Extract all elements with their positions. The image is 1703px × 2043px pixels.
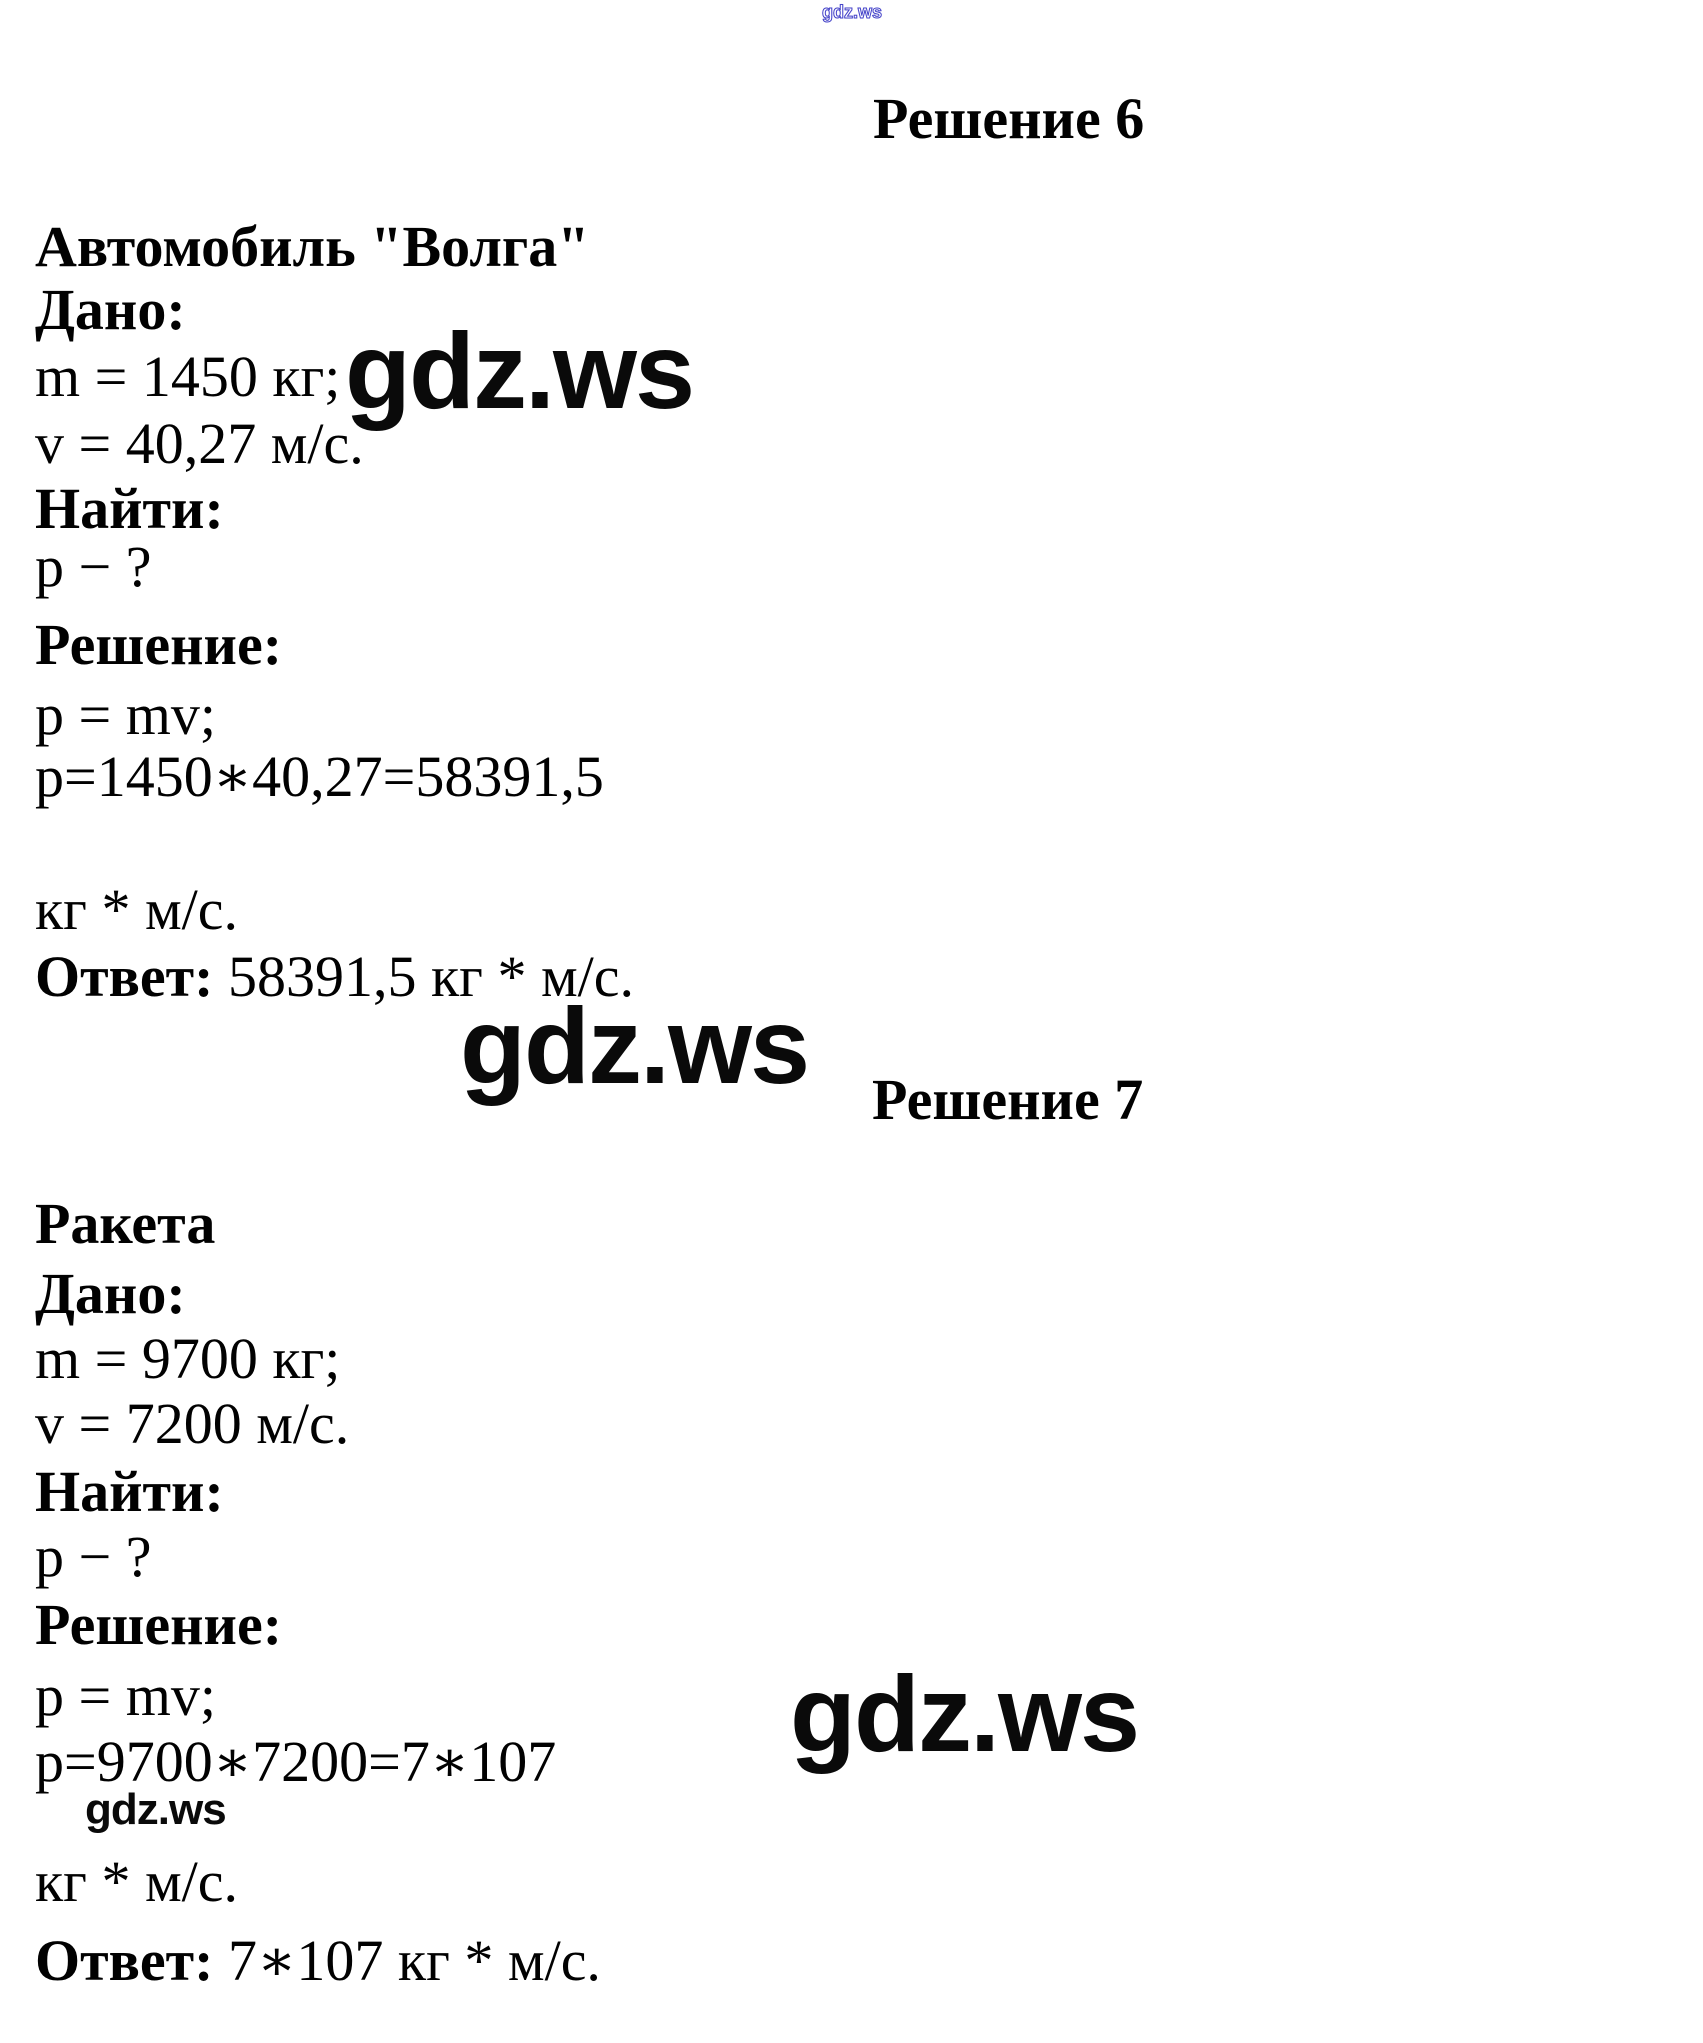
- solution6-calculation: p=1450∗40,27=58391,5: [35, 744, 604, 809]
- solution7-answer-label: Ответ:: [35, 1928, 214, 1993]
- solution6-solution-label: Решение:: [35, 612, 283, 677]
- solution6-find: p − ?: [35, 534, 152, 599]
- solution7-answer-line: [35, 1928, 601, 1993]
- solution7-given-label: Дано:: [35, 1261, 186, 1326]
- solution6-given-mass: m = 1450 кг;: [35, 344, 341, 409]
- solution7-units: кг * м/с.: [35, 1849, 239, 1914]
- gdz-watermark-large-3: gdz.ws: [790, 1653, 1139, 1774]
- gdz-watermark-top: gdz.ws: [822, 2, 883, 22]
- solution6-given-label: Дано:: [35, 277, 186, 342]
- solution7-answer: 7∗107 кг * м/с.: [227, 1928, 601, 1993]
- solution6-subject: Автомобиль "Волга": [35, 214, 590, 279]
- solution7-given-speed: v = 7200 м/с.: [35, 1391, 350, 1456]
- solution7-calculation: p=9700∗7200=7∗107: [35, 1729, 557, 1794]
- gdz-watermark-large-1: gdz.ws: [345, 310, 694, 431]
- solution7-formula: p = mv;: [35, 1663, 216, 1728]
- solution6-find-label: Найти:: [35, 476, 224, 541]
- solution7-find: p − ?: [35, 1524, 152, 1589]
- solution6-title: Решение 6: [873, 86, 1145, 151]
- solution6-answer: 58391,5 кг * м/с.: [227, 944, 635, 1009]
- solution7-subject: Ракета: [35, 1191, 216, 1256]
- solution6-units: кг * м/с.: [35, 877, 239, 942]
- solution6-answer-label: Ответ:: [35, 944, 214, 1009]
- gdz-watermark-large-2: gdz.ws: [460, 985, 809, 1106]
- solution7-solution-label: Решение:: [35, 1592, 283, 1657]
- solution6-formula: p = mv;: [35, 682, 216, 747]
- gdz-watermark-small: gdz.ws: [85, 1785, 226, 1834]
- solution6-given-speed: v = 40,27 м/с.: [35, 411, 364, 476]
- solution7-given-mass: m = 9700 кг;: [35, 1326, 341, 1391]
- solution7-title: Решение 7: [872, 1067, 1144, 1132]
- solution7-find-label: Найти:: [35, 1459, 224, 1524]
- solution6-answer-line: [35, 944, 635, 1009]
